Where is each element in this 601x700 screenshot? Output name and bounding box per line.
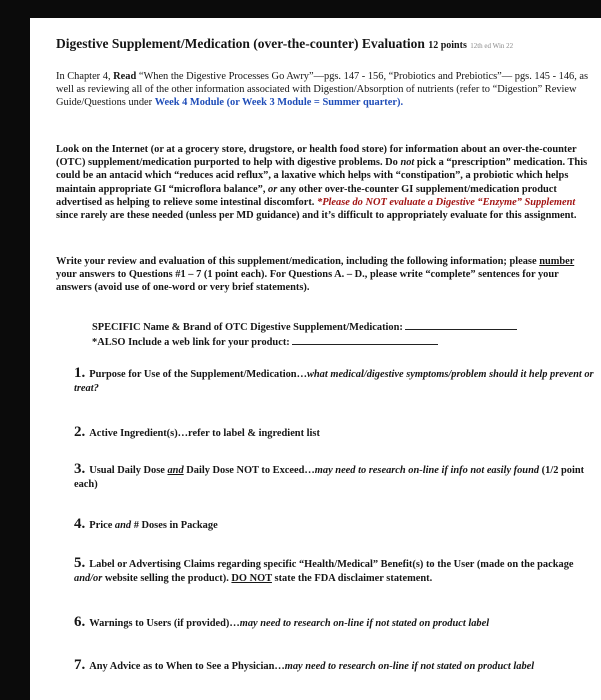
points-badge: 12 points (428, 40, 467, 51)
web-link-label: *ALSO Include a web link for your product: (92, 337, 290, 348)
question-7: 7. Any Advice as to When to See a Physician…may need to research on-line if not stated on product label (74, 658, 535, 673)
page-title (56, 36, 513, 52)
product-name-label: SPECIFIC Name & Brand of OTC Digestive Supplement/Medication: (92, 322, 403, 333)
edition-note: 12th ed Win 22 (470, 42, 514, 50)
question-6: 6. Warnings to Users (if provided)…may need to research on-line if not stated on product label (74, 614, 490, 630)
module-link-text: Week 4 Module (or Week 3 Module = Summer quarter). (154, 97, 404, 109)
web-link-blank[interactable] (292, 334, 438, 345)
product-name-blank[interactable] (405, 319, 517, 330)
question-1: 1. Purpose for Use of the Supplement/Medication…what medical/digestive symptoms/problem should it help prevent or treat? (74, 365, 594, 394)
question-5: 5. Label or Advertising Claims regarding specific “Health/Medical” Benefit(s) to the User (made on the package and/or website selling the product). DO NOT state the FDA disclaimer statement. (74, 555, 574, 584)
question-2: 2. Active Ingredient(s)…refer to label & ingredient list (74, 424, 320, 440)
product-name-field (92, 319, 517, 333)
reading-paragraph: In Chapter 4, Read “When the Digestive Processes Go Awry”—pgs. 147 - 156, “Probiotics and Prebiotics”— pgs. 145 - 146, as well as reviewing all of the other information associated with Digestion/Absorption of nutrients (refer to “Digestion” Review Guide/Questions under Week 4 Module (or Week 3 Module = Summer quarter). (56, 71, 589, 109)
title-text: Digestive Supplement/Medication (over-the-counter) Evaluation (56, 36, 425, 51)
format-paragraph: Write your review and evaluation of this supplement/medication, including the following information; please number your answers to Questions #1 – 7 (1 point each). For Questions A. – D., please write “complete” sentences for your answers (avoid use of one-word or very brief statements). (56, 256, 575, 294)
question-4: 4. Price and # Doses in Package (74, 516, 218, 532)
web-link-field (92, 334, 438, 348)
question-3: 3. Usual Daily Dose and Daily Dose NOT to Exceed…may need to research on-line if info not easily found (1/2 point each) (74, 461, 585, 490)
assignment-sheet (30, 18, 601, 700)
instructions-paragraph: Look on the Internet (or at a grocery store, drugstore, or health food store) for information about an over-the-counter (OTC) supplement/medication purported to help with digestive problems. Do not pick a “prescription” medication. This could be an antacid which “reduces acid reflux”, a laxative which helps with “constipation”, a probiotic which helps maintain appropriate GI “microflora balance”, or any other over-the-counter GI supplement/medication product advertised as helping to relieve some intestinal discomfort. *Please do NOT evaluate a Digestive “Enzyme” Supplement since rarely are these needed (unless per MD guidance) and it’s difficult to appropriately evaluate for this assignment. (56, 144, 588, 222)
enzyme-warning: *Please do NOT evaluate a Digestive “Enzyme” Supplement (317, 196, 576, 208)
